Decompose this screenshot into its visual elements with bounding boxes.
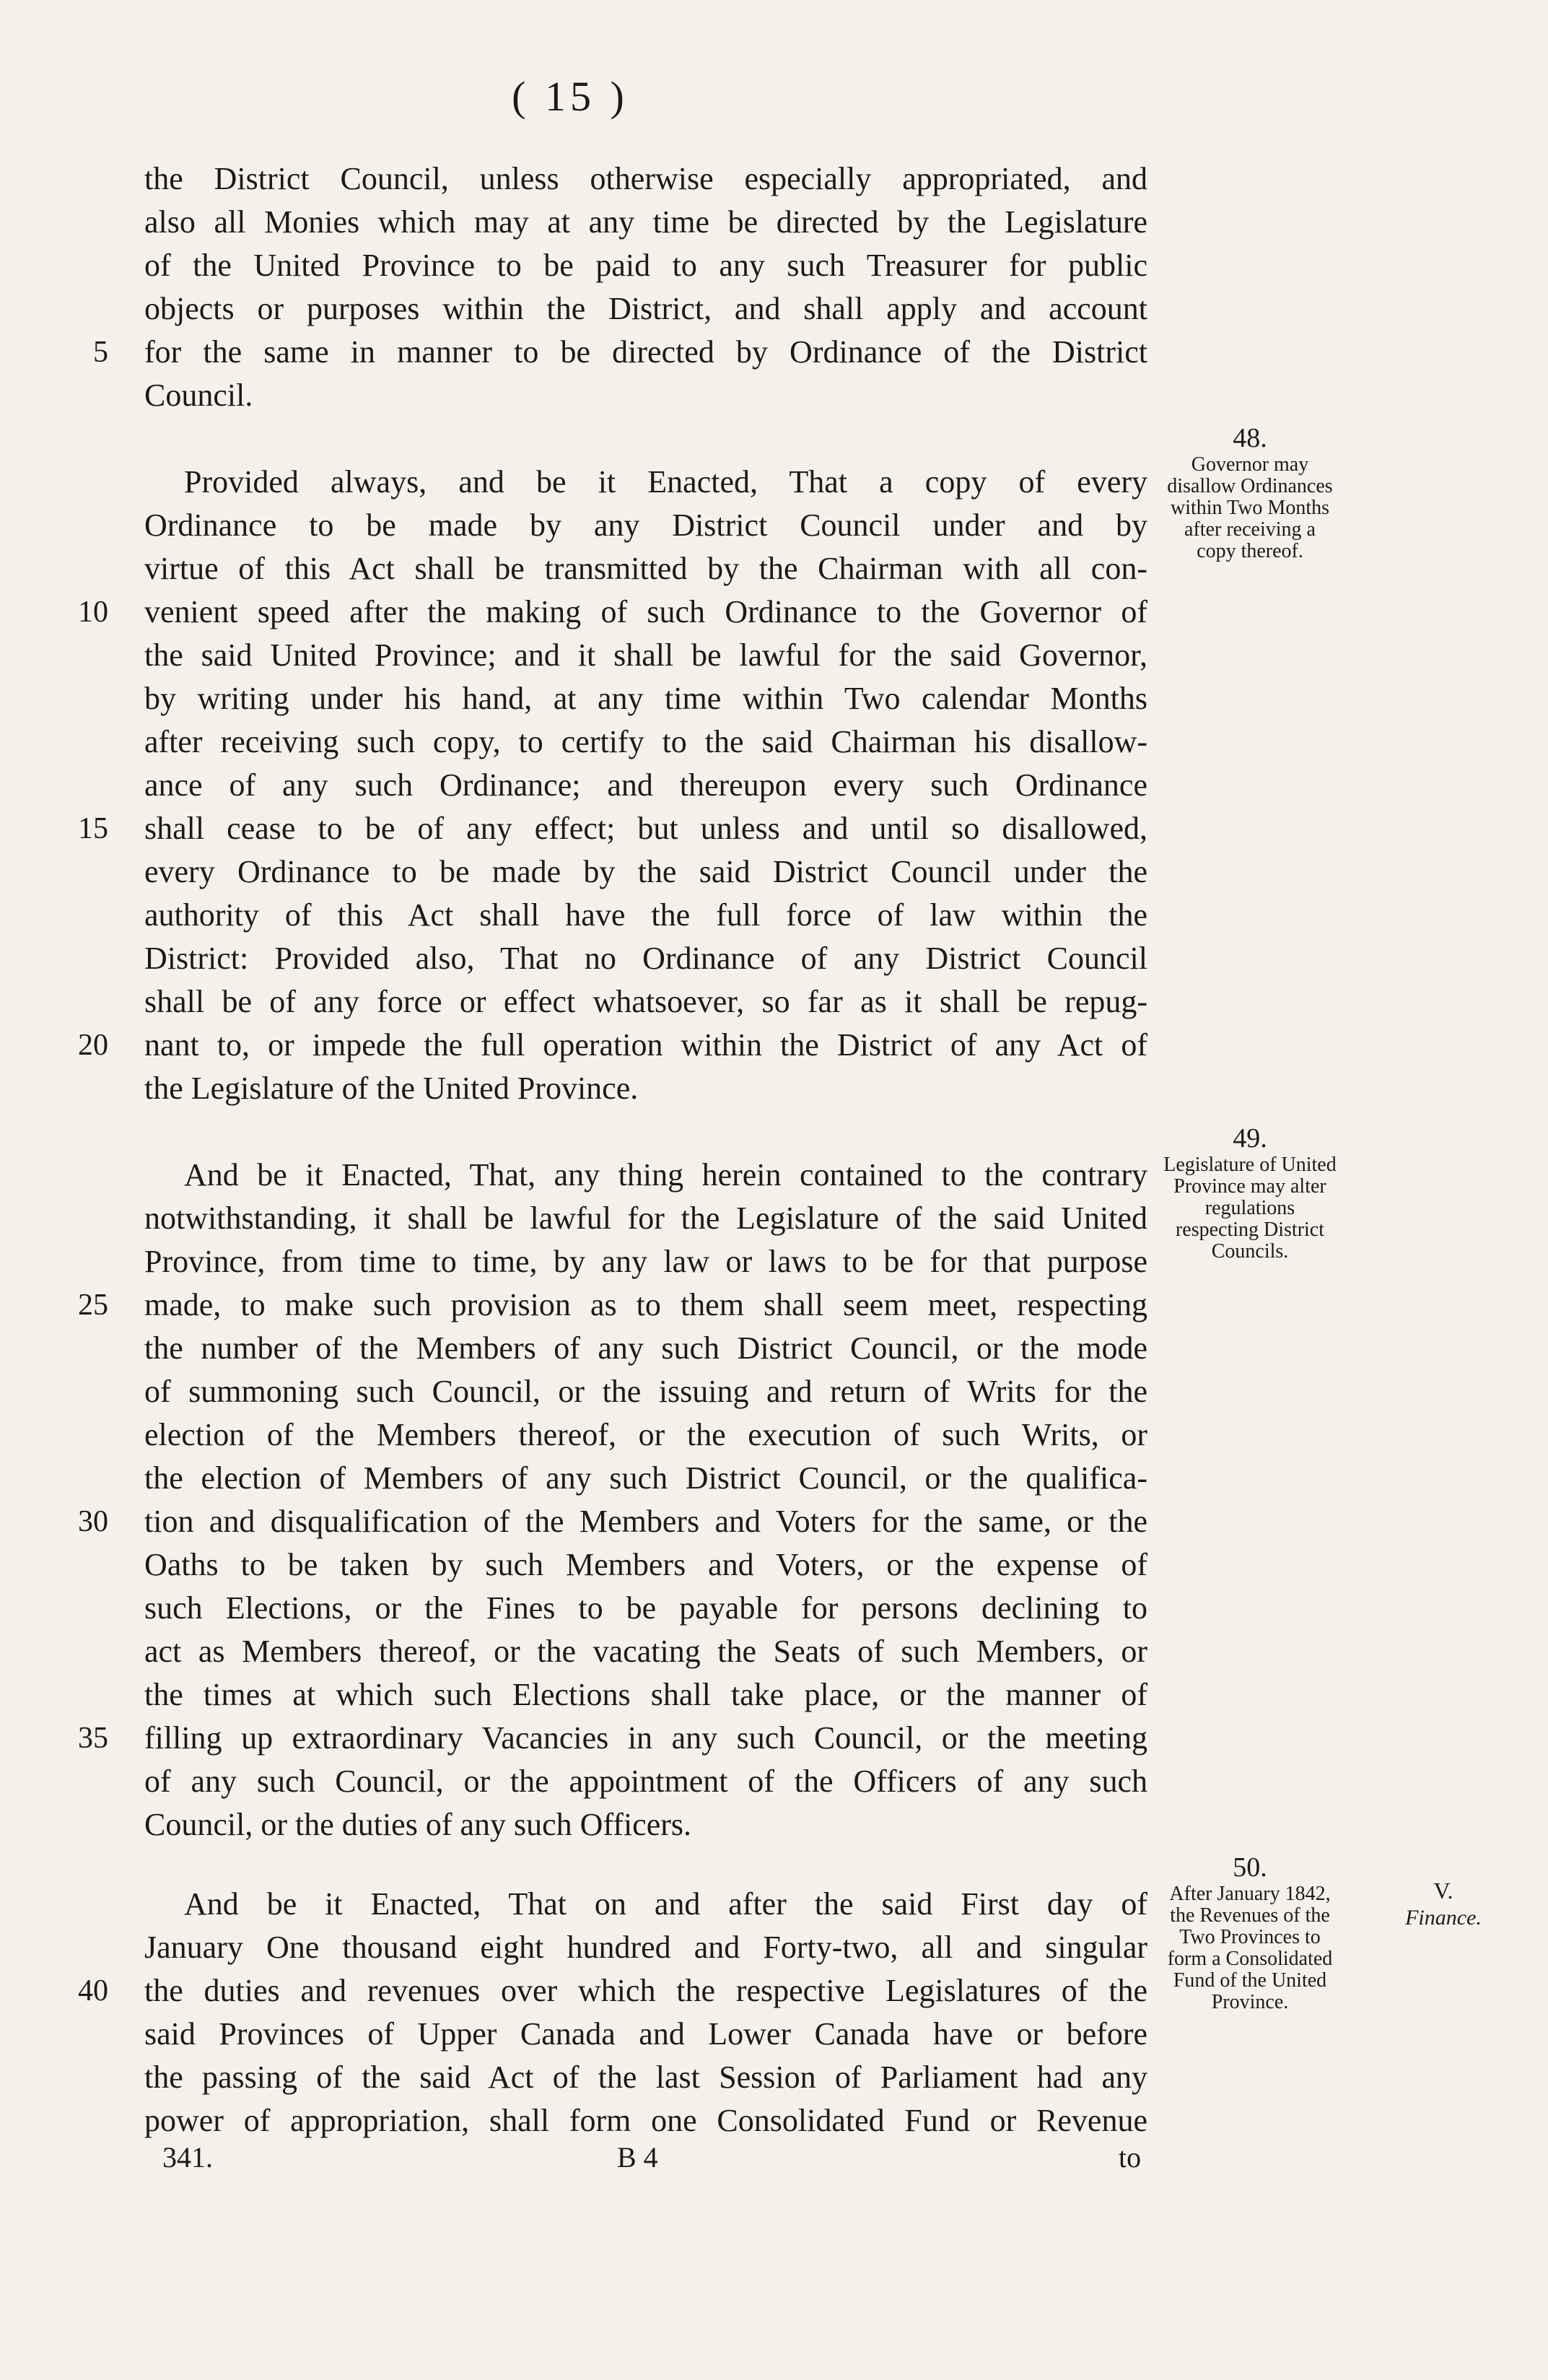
text-line: the Legislature of the United Province. <box>144 1071 639 1106</box>
margin-note-48 <box>1163 422 1337 562</box>
line-number: 20 <box>78 1029 108 1062</box>
line-number: 15 <box>78 812 108 845</box>
line-number: 25 <box>78 1289 108 1322</box>
text-line: act as Members thereof, or the vacating the Seats of such Members, or <box>144 1634 1147 1669</box>
margin-note-text: Legislature of United Province may alter regulations respecting District Councils. <box>1163 1154 1337 1263</box>
text-line: also all Monies which may at any time be directed by the Legislature <box>144 204 1147 240</box>
text-line: of summoning such Council, or the issuing and return of Writs for the <box>144 1374 1147 1409</box>
text-line: tion and disqualification of the Members and Voters for the same, or the <box>144 1504 1147 1539</box>
margin-note-text: Governor may disallow Ordinances within Two Months after receiving a copy thereof. <box>1167 453 1333 562</box>
text-line: the election of Members of any such District Council, or the qualifica- <box>144 1460 1147 1496</box>
paragraph-4 <box>144 1883 1147 2143</box>
text-line: virtue of this Act shall be transmitted by the Chairman with all con- <box>144 551 1147 586</box>
text-line: by writing under his hand, at any time within Two calendar Months <box>144 681 1147 716</box>
text-line: the duties and revenues over which the respective Legislatures of the <box>144 1973 1147 2008</box>
text-line: Council, or the duties of any such Officers. <box>144 1807 692 1842</box>
paragraph-2 <box>144 461 1147 1110</box>
line-number: 10 <box>78 596 108 629</box>
line-number: 35 <box>78 1722 108 1755</box>
text-line: shall be of any force or effect whatsoever, so far as it shall be repug- <box>144 984 1147 1019</box>
text-line: Council. <box>144 378 253 413</box>
text-line: authority of this Act shall have the full force of law within the <box>144 897 1147 933</box>
text-line: the said United Province; and it shall be lawful for the said Governor, <box>144 637 1147 673</box>
catchword: to <box>1119 2141 1142 2174</box>
text-line: after receiving such copy, to certify to the said Chairman his disallow- <box>144 724 1147 759</box>
text-line: Ordinance to be made by any District Council under and by <box>144 507 1147 543</box>
text-line: And be it Enacted, That, any thing herein contained to the contrary <box>184 1157 1147 1193</box>
division-title: Finance. <box>1405 1906 1482 1930</box>
text-line: the passing of the said Act of the last Session of Parliament had any <box>144 2059 1147 2095</box>
margin-note-49 <box>1163 1123 1337 1263</box>
text-line: filling up extraordinary Vacancies in any such Council, or the meeting <box>144 1720 1147 1756</box>
text-line: of the United Province to be paid to any such Treasurer for public <box>144 248 1147 283</box>
text-line: the times at which such Elections shall take place, or the manner of <box>144 1677 1147 1712</box>
text-line: objects or purposes within the District, and shall apply and account <box>144 291 1147 326</box>
text-line: shall cease to be of any effect; but unless and until so disallowed, <box>144 811 1147 846</box>
text-line: Province, from time to time, by any law or laws to be for that purpose <box>144 1244 1147 1279</box>
section-number: 49. <box>1233 1123 1267 1154</box>
text-line: for the same in manner to be directed by Ordinance of the District <box>144 334 1147 370</box>
text-line: said Provinces of Upper Canada and Lower Canada have or before <box>144 2016 1147 2052</box>
text-line: every Ordinance to be made by the said District Council under the <box>144 854 1147 889</box>
text-line: January One thousand eight hundred and Forty-two, all and singular <box>144 1930 1147 1965</box>
division-heading <box>1360 1877 1526 1932</box>
text-line: such Elections, or the Fines to be payable for persons declining to <box>144 1590 1147 1626</box>
division-numeral: V. <box>1433 1878 1453 1904</box>
text-line: District: Provided also, That no Ordinance of any District Council <box>144 941 1147 976</box>
footer-left: 341. <box>162 2141 213 2174</box>
text-line: ance of any such Ordinance; and thereupon every such Ordinance <box>144 767 1147 803</box>
line-number: 30 <box>78 1505 108 1538</box>
text-line: made, to make such provision as to them shall seem meet, respecting <box>144 1287 1147 1322</box>
paragraph-1 <box>144 157 1147 417</box>
signature-mark: B 4 <box>617 2141 658 2174</box>
text-line: election of the Members thereof, or the execution of such Writs, or <box>144 1417 1147 1452</box>
text-line: of any such Council, or the appointment of the Officers of any such <box>144 1764 1147 1799</box>
text-line: And be it Enacted, That on and after the said First day of <box>184 1886 1147 1922</box>
text-line: nant to, or impede the full operation within the District of any Act of <box>144 1027 1147 1063</box>
text-line: power of appropriation, shall form one Consolidated Fund or Revenue <box>144 2103 1147 2138</box>
line-number: 40 <box>78 1974 108 2008</box>
page-number: ( 15 ) <box>512 73 629 120</box>
margin-note-text: After January 1842, the Revenues of the Two Provinces to form a Consolidated Fund of the United Province. <box>1167 1883 1333 2013</box>
text-line: the number of the Members of any such District Council, or the mode <box>144 1330 1147 1366</box>
text-line: venient speed after the making of such Ordinance to the Governor of <box>144 594 1147 629</box>
margin-note-50 <box>1163 1852 1337 2013</box>
text-line: the District Council, unless otherwise especially appropriated, and <box>144 161 1147 196</box>
paragraph-3 <box>144 1154 1147 1847</box>
line-number: 5 <box>93 336 108 369</box>
text-line: Provided always, and be it Enacted, That a copy of every <box>184 464 1147 500</box>
text-line: Oaths to be taken by such Members and Voters, or the expense of <box>144 1547 1147 1582</box>
section-number: 50. <box>1233 1852 1267 1883</box>
section-number: 48. <box>1233 423 1267 453</box>
text-line: notwithstanding, it shall be lawful for the Legislature of the said United <box>144 1200 1147 1236</box>
